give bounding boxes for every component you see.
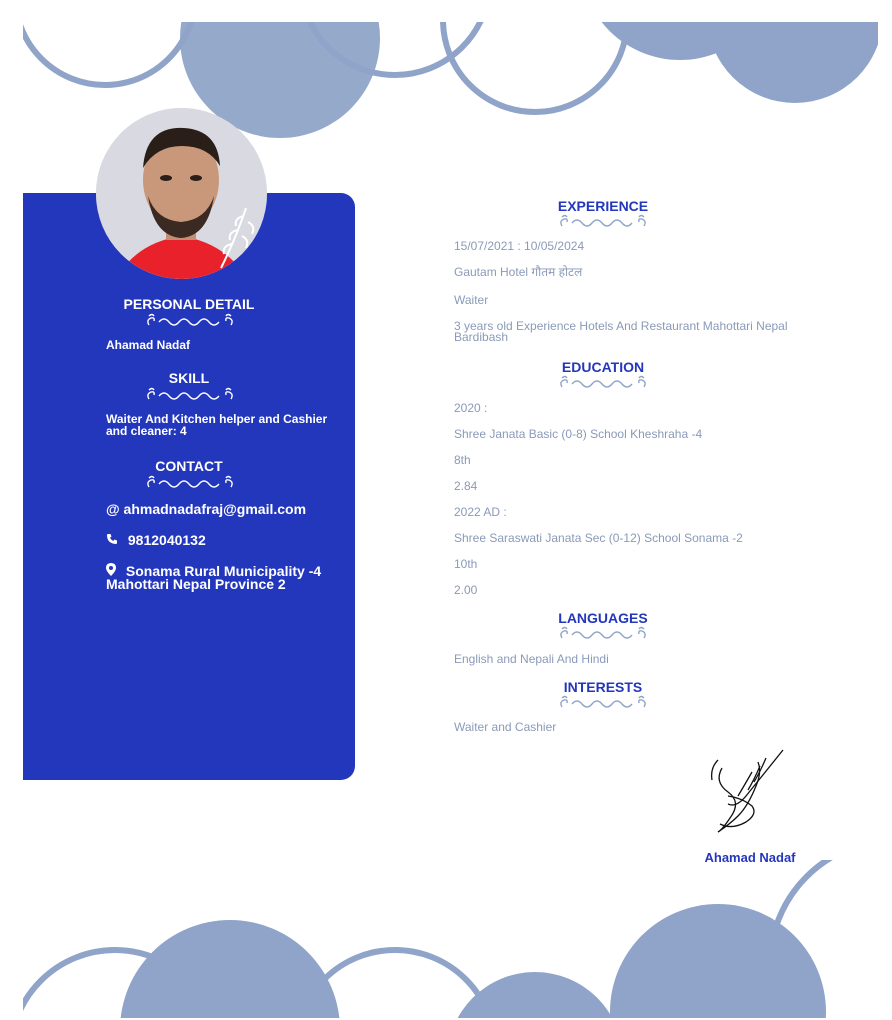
education-grade: 10th (454, 557, 478, 571)
ornament-flourish-icon (558, 626, 648, 642)
email-row[interactable] (106, 503, 346, 516)
interests-heading: INTERESTS (563, 679, 643, 695)
experience-company: Gautam Hotel गौतम होटल (454, 265, 583, 279)
address-text: Sonama Rural Municipality -4 Mahottari Nepal Province 2 (106, 563, 322, 592)
handwritten-signature (708, 746, 788, 838)
interests-text: Waiter and Cashier (454, 720, 557, 734)
skill-heading: SKILL (168, 370, 210, 386)
address-row (106, 563, 346, 591)
signature-name: Ahamad Nadaf (704, 850, 796, 865)
languages-heading: LANGUAGES (558, 610, 648, 626)
ornament-flourish-icon (145, 313, 235, 329)
name-text: Ahamad Nadaf (106, 338, 191, 352)
ornament-flourish-icon (558, 375, 648, 391)
ornament-flourish-icon (558, 214, 648, 230)
phone-text[interactable]: 9812040132 (127, 532, 206, 548)
education-school: Shree Saraswati Janata Sec (0-12) School Sonama -2 (454, 531, 743, 545)
skill-text: Waiter And Kitchen helper and Cashier and cleaner: 4 (106, 412, 328, 438)
phone-row[interactable] (106, 533, 346, 547)
languages-text: English and Nepali And Hindi (454, 652, 609, 666)
ornament-flourish-icon (145, 475, 235, 491)
contact-heading: CONTACT (155, 458, 223, 474)
experience-heading: EXPERIENCE (557, 198, 649, 214)
experience-role: Waiter (454, 293, 489, 307)
education-school: Shree Janata Basic (0-8) School Kheshraha -4 (454, 427, 703, 441)
profile-photo (96, 108, 267, 279)
phone-icon (106, 533, 118, 547)
education-score: 2.00 (454, 583, 478, 597)
education-year: 2022 AD : (454, 505, 507, 519)
email-icon: @ (106, 501, 120, 517)
experience-description: 3 years old Experience Hotels And Restaurant Mahottari Nepal Bardibash (454, 319, 788, 344)
education-score: 2.84 (454, 479, 478, 493)
education-grade: 8th (454, 453, 471, 467)
education-year: 2020 : (454, 401, 488, 415)
experience-dates: 15/07/2021 : 10/05/2024 (454, 239, 585, 253)
ornament-flourish-icon (558, 695, 648, 711)
education-heading: EDUCATION (561, 359, 645, 375)
personal-detail-heading: PERSONAL DETAIL (123, 296, 255, 312)
ornament-flourish-icon (145, 387, 235, 403)
email-text[interactable]: ahmadnadafraj@gmail.com (123, 501, 307, 517)
